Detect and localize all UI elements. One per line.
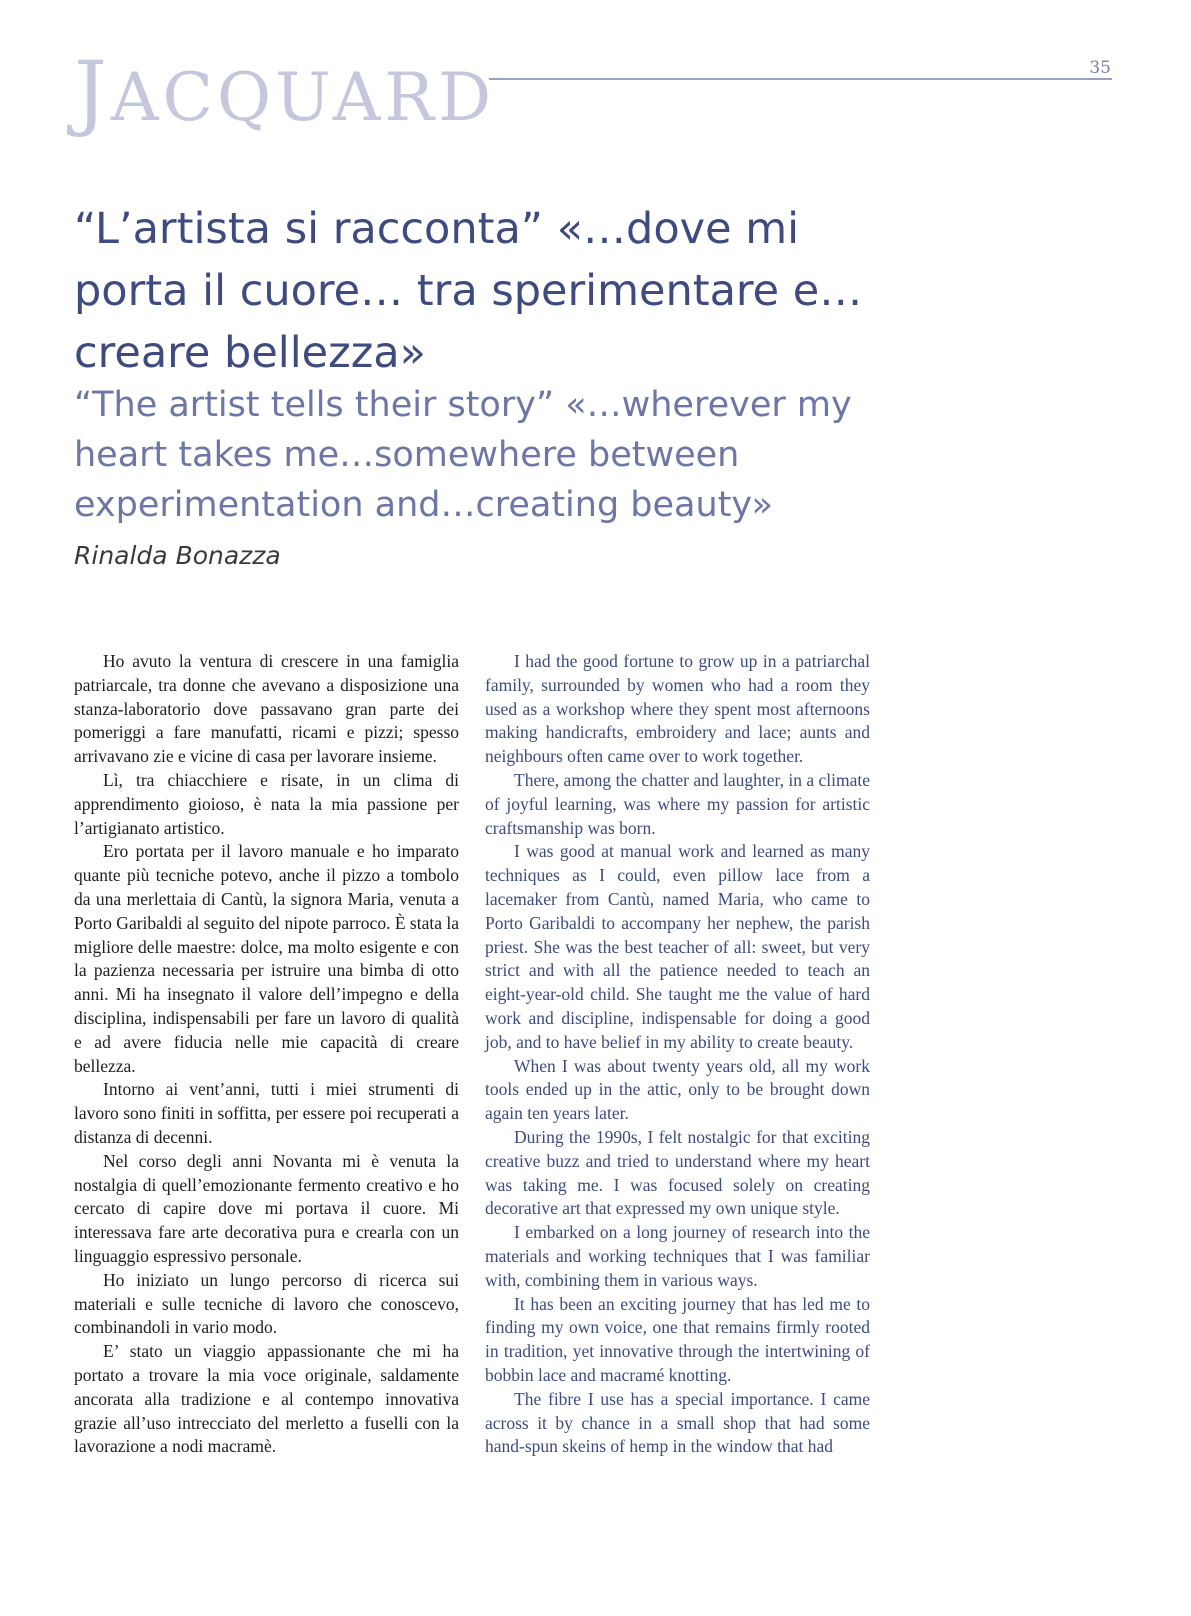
masthead-initial: J	[74, 45, 111, 140]
italian-text-column	[74, 650, 459, 1459]
italian-paragraph: Ho iniziato un lungo percorso di ricerca sui materiali e sulle tecniche di lavoro che conoscevo, combinandoli in vario modo.	[74, 1269, 459, 1338]
italian-paragraph: Lì, tra chiacchiere e risate, in un clima di apprendimento gioioso, è nata la mia passione per l’artigianato artistico.	[74, 769, 459, 838]
italian-paragraph: Nel corso degli anni Novanta mi è venuta la nostalgia di quell’emozionante fermento creativo e ho cercato di capire dove mi portava il cuore. Mi interessava fare arte decorativa pura e crearla con un linguaggio espressivo personale.	[74, 1150, 459, 1266]
page-number: 35	[1089, 58, 1111, 78]
english-paragraph: When I was about twenty years old, all my work tools ended up in the attic, only to be brought down again ten years later.	[485, 1055, 870, 1124]
english-paragraph: During the 1990s, I felt nostalgic for that exciting creative buzz and tried to understand where my heart was taking me. I was focused solely on creating decorative art that expressed my own unique style.	[485, 1126, 870, 1219]
masthead-logo	[74, 45, 496, 140]
english-paragraph: There, among the chatter and laughter, in a climate of joyful learning, was where my passion for artistic craftsmanship was born.	[485, 769, 870, 838]
header-rule	[489, 78, 1112, 80]
english-paragraph: I was good at manual work and learned as many techniques as I could, even pillow lace from a lacemaker from Cantù, named Maria, who came to Porto Garibaldi to accompany her nephew, the parish priest. She was the best teacher of all: sweet, but very strict and with all the patience needed to teach an eight-year-old child. She taught me the value of hard work and discipline, indispensable for doing a good job, and to have belief in my ability to create beauty.	[485, 841, 870, 1052]
italian-paragraph: Ho avuto la ventura di crescere in una famiglia patriarcale, tra donne che avevano a disposizione una stanza-laboratorio dove passavano gran parte dei pomeriggi a fare manufatti, ricami e pizzi; spesso arrivavano zie e vicine di casa per lavorare insieme.	[74, 651, 459, 767]
english-paragraph: It has been an exciting journey that has led me to finding my own voice, one that remains firmly rooted in tradition, yet innovative through the intertwining of bobbin lace and macramé knotting.	[485, 1293, 870, 1385]
article-title-italian: “L’artista si racconta” «…dove mi porta il cuore… tra sperimentare e… creare bellezza»	[74, 204, 863, 378]
article-author: Rinalda Bonazza	[74, 541, 281, 570]
english-paragraph: I embarked on a long journey of research into the materials and working techniques that I was familiar with, combining them in various ways.	[485, 1222, 870, 1290]
italian-paragraph: Ero portata per il lavoro manuale e ho imparato quante più tecniche potevo, anche il pizzo a tombolo da una merlettaia di Cantù, la signora Maria, venuta a Porto Garibaldi al seguito del nipote parroco. È stata la migliore delle maestre: dolce, ma molto esigente e con la pazienza necessaria per istruire una bimba di otto anni. Mi ha insegnato il valore dell’impegno e della disciplina, indispensabili per fare un lavoro di qualità e ad avere fiducia nelle mie capacità di creare bellezza.	[74, 841, 459, 1076]
english-paragraph: The fibre I use has a special importance. I came across it by chance in a small shop that had some hand-spun skeins of hemp in the window that had	[485, 1388, 870, 1457]
masthead-rest: ACQUARD	[110, 59, 496, 136]
italian-paragraph: Intorno ai vent’anni, tutti i miei strumenti di lavoro sono finiti in soffitta, per essere poi recuperati a distanza di decenni.	[74, 1079, 459, 1147]
english-text-column	[485, 650, 870, 1459]
italian-paragraph: E’ stato un viaggio appassionante che mi ha portato a trovare la mia voce originale, saldamente ancorata alla tradizione e al contempo innovativa grazie all’uso intrecciato del merletto a fuselli con la lavorazione a nodi macramè.	[74, 1341, 459, 1457]
english-paragraph: I had the good fortune to grow up in a patriarchal family, surrounded by women who had a room they used as a workshop where they spent most afternoons making handicrafts, embroidery and lace; aunts and neighbours often came over to work together.	[485, 651, 870, 767]
article-title-english: “The artist tells their story” «…wherever my heart takes me…somewhere between experimentation and…creating beauty»	[74, 385, 852, 525]
